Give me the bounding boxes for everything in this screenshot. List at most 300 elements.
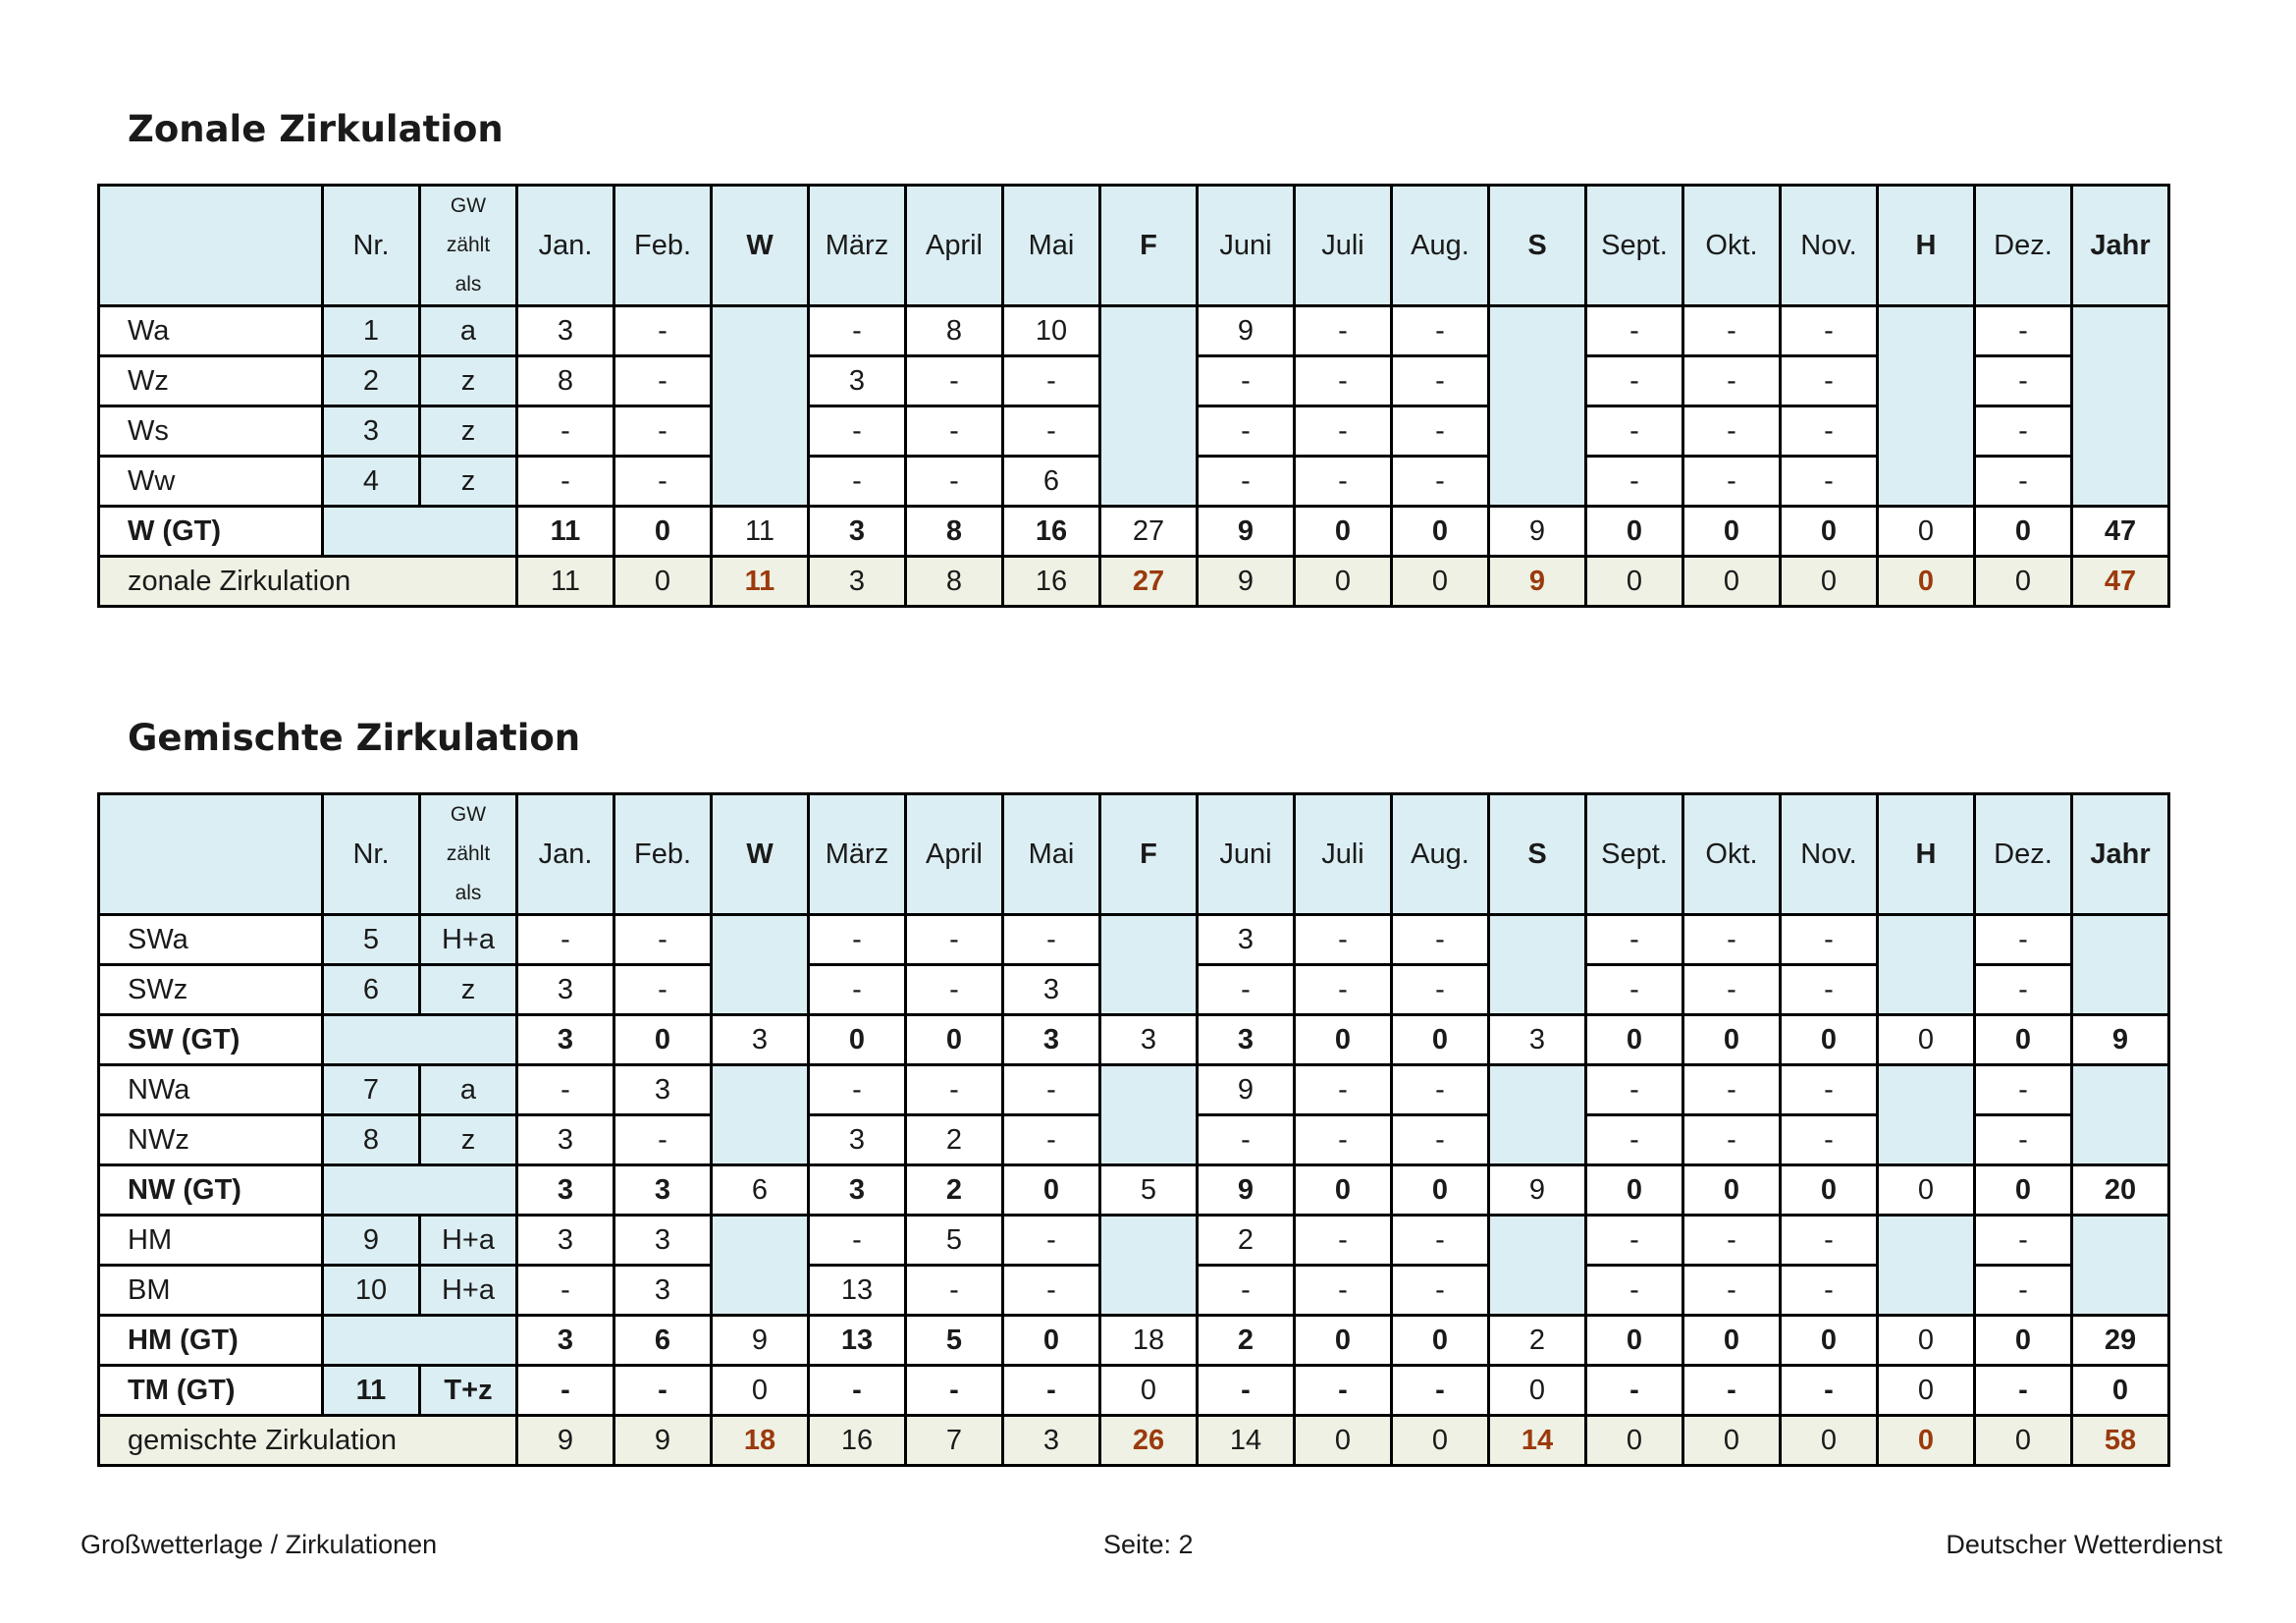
header-col: April bbox=[906, 186, 1003, 306]
season-blank-cell bbox=[712, 306, 809, 507]
season-cell: 11 bbox=[712, 507, 809, 557]
month-cell: - bbox=[1295, 306, 1392, 356]
season-blank-cell bbox=[2072, 306, 2169, 507]
header-col: Okt. bbox=[1683, 186, 1781, 306]
month-cell: - bbox=[1003, 1216, 1100, 1266]
month-cell: 0 bbox=[1683, 557, 1781, 607]
month-cell: - bbox=[906, 457, 1003, 507]
header-gw-line: zählt bbox=[446, 842, 491, 865]
month-cell: 0 bbox=[1586, 1165, 1683, 1216]
month-cell: - bbox=[517, 1266, 614, 1316]
season-cell: 11 bbox=[712, 557, 809, 607]
month-cell: - bbox=[1683, 1065, 1781, 1115]
month-cell: 0 bbox=[1975, 557, 2072, 607]
month-cell: - bbox=[1975, 1216, 2072, 1266]
month-cell: - bbox=[1003, 1115, 1100, 1165]
season-cell: 0 bbox=[712, 1366, 809, 1416]
year-cell: 47 bbox=[2072, 557, 2169, 607]
month-cell: 3 bbox=[1003, 965, 1100, 1015]
month-cell: - bbox=[1586, 1366, 1683, 1416]
month-cell: - bbox=[1781, 1366, 1878, 1416]
row-label: BM bbox=[99, 1266, 323, 1316]
month-cell: 3 bbox=[517, 306, 614, 356]
month-cell: 0 bbox=[1586, 1015, 1683, 1065]
row-nr: 5 bbox=[323, 915, 420, 965]
season-cell: 0 bbox=[1878, 507, 1975, 557]
season-blank-cell bbox=[1878, 1216, 1975, 1316]
month-cell: - bbox=[1586, 1266, 1683, 1316]
header-nr: Nr. bbox=[323, 794, 420, 915]
month-cell: - bbox=[1781, 1216, 1878, 1266]
season-cell: 0 bbox=[1489, 1366, 1586, 1416]
row-nr: 6 bbox=[323, 965, 420, 1015]
month-cell: 0 bbox=[1586, 1316, 1683, 1366]
month-cell: 16 bbox=[1003, 507, 1100, 557]
month-cell: 0 bbox=[1781, 1015, 1878, 1065]
month-cell: 9 bbox=[614, 1416, 712, 1466]
month-cell: - bbox=[517, 1366, 614, 1416]
month-cell: - bbox=[1683, 1115, 1781, 1165]
header-gw-line: GW bbox=[450, 194, 487, 217]
header-gw-line: GW bbox=[450, 803, 487, 826]
season-blank-cell bbox=[1100, 915, 1198, 1015]
header-nr: Nr. bbox=[323, 186, 420, 306]
month-cell: 9 bbox=[517, 1416, 614, 1466]
month-cell: 0 bbox=[1683, 1165, 1781, 1216]
month-cell: - bbox=[1781, 965, 1878, 1015]
month-cell: - bbox=[614, 1366, 712, 1416]
month-cell: - bbox=[1683, 965, 1781, 1015]
month-cell: - bbox=[1003, 1266, 1100, 1316]
table-row bbox=[99, 915, 2296, 965]
month-cell: 2 bbox=[1198, 1216, 1295, 1266]
month-cell: 0 bbox=[1586, 507, 1683, 557]
season-cell: 9 bbox=[1489, 1165, 1586, 1216]
month-cell: 13 bbox=[809, 1266, 906, 1316]
season-cell: 6 bbox=[712, 1165, 809, 1216]
row-nr: 8 bbox=[323, 1115, 420, 1165]
footer-left: Großwetterlage / Zirkulationen bbox=[80, 1530, 438, 1559]
row-gw: z bbox=[420, 965, 517, 1015]
row-nr: 10 bbox=[323, 1266, 420, 1316]
season-blank-cell bbox=[1489, 915, 1586, 1015]
header-col: Nov. bbox=[1781, 186, 1878, 306]
month-cell: 3 bbox=[1198, 915, 1295, 965]
header-col: Mai bbox=[1003, 794, 1100, 915]
month-cell: - bbox=[1198, 457, 1295, 507]
month-cell: 0 bbox=[1392, 1416, 1489, 1466]
month-cell: - bbox=[1781, 1266, 1878, 1316]
month-cell: - bbox=[1295, 1065, 1392, 1115]
month-cell: - bbox=[1683, 457, 1781, 507]
row-nr-blank bbox=[323, 1316, 517, 1366]
month-cell: 0 bbox=[1392, 1316, 1489, 1366]
month-cell: - bbox=[1683, 1216, 1781, 1266]
month-cell: - bbox=[1295, 1216, 1392, 1266]
month-cell: - bbox=[517, 406, 614, 457]
header-col: W bbox=[712, 794, 809, 915]
month-cell: - bbox=[906, 406, 1003, 457]
month-cell: 0 bbox=[1003, 1316, 1100, 1366]
month-cell: - bbox=[906, 1366, 1003, 1416]
header-gw-zaehlt-als bbox=[420, 794, 517, 915]
header-col: April bbox=[906, 794, 1003, 915]
month-cell: - bbox=[1781, 356, 1878, 406]
circulation-sum-row bbox=[99, 1416, 2296, 1466]
row-gw: T+z bbox=[420, 1366, 517, 1416]
month-cell: 0 bbox=[1295, 1015, 1392, 1065]
month-cell: - bbox=[614, 306, 712, 356]
circulation-sum-row bbox=[99, 557, 2296, 607]
month-cell: - bbox=[1781, 406, 1878, 457]
month-cell: - bbox=[1975, 965, 2072, 1015]
season-blank-cell bbox=[1100, 306, 1198, 507]
month-cell: 9 bbox=[1198, 557, 1295, 607]
row-gw: a bbox=[420, 306, 517, 356]
month-cell: - bbox=[1295, 965, 1392, 1015]
month-cell: 3 bbox=[809, 356, 906, 406]
month-cell: 3 bbox=[517, 1115, 614, 1165]
season-blank-cell bbox=[1878, 1065, 1975, 1165]
month-cell: - bbox=[809, 1366, 906, 1416]
season-blank-cell bbox=[2072, 915, 2169, 1015]
month-cell: - bbox=[517, 1065, 614, 1115]
season-cell: 9 bbox=[712, 1316, 809, 1366]
header-col: H bbox=[1878, 186, 1975, 306]
row-label: SWz bbox=[99, 965, 323, 1015]
header-col: W bbox=[712, 186, 809, 306]
header-gw-line: zählt bbox=[446, 234, 491, 256]
month-cell: 0 bbox=[906, 1015, 1003, 1065]
season-blank-cell bbox=[1489, 306, 1586, 507]
header-col: F bbox=[1100, 186, 1198, 306]
month-cell: 3 bbox=[809, 557, 906, 607]
month-cell: 0 bbox=[1683, 1416, 1781, 1466]
month-cell: - bbox=[1198, 1366, 1295, 1416]
month-cell: 9 bbox=[1198, 306, 1295, 356]
month-cell: 3 bbox=[1198, 1015, 1295, 1065]
month-cell: 3 bbox=[614, 1266, 712, 1316]
month-cell: 0 bbox=[1295, 1316, 1392, 1366]
season-cell: 0 bbox=[1878, 1416, 1975, 1466]
month-cell: - bbox=[1003, 1366, 1100, 1416]
month-cell: 3 bbox=[809, 1115, 906, 1165]
season-cell: 26 bbox=[1100, 1416, 1198, 1466]
month-cell: 9 bbox=[1198, 507, 1295, 557]
row-label: gemischte Zirkulation bbox=[99, 1416, 517, 1466]
zonal-table bbox=[97, 184, 2296, 608]
month-cell: 3 bbox=[614, 1216, 712, 1266]
month-cell: - bbox=[1392, 406, 1489, 457]
month-cell: 0 bbox=[1781, 1165, 1878, 1216]
header-col: Okt. bbox=[1683, 794, 1781, 915]
month-cell: - bbox=[1392, 1266, 1489, 1316]
season-cell: 2 bbox=[1489, 1316, 1586, 1366]
month-cell: - bbox=[906, 1065, 1003, 1115]
month-cell: - bbox=[1586, 965, 1683, 1015]
row-gw: H+a bbox=[420, 915, 517, 965]
header-col: Juni bbox=[1198, 186, 1295, 306]
row-gw: H+a bbox=[420, 1266, 517, 1316]
month-cell: - bbox=[1975, 1266, 2072, 1316]
group-total-row bbox=[99, 1015, 2296, 1065]
header-col: Jan. bbox=[517, 794, 614, 915]
month-cell: 2 bbox=[1198, 1316, 1295, 1366]
row-gw: H+a bbox=[420, 1216, 517, 1266]
month-cell: - bbox=[1586, 457, 1683, 507]
month-cell: - bbox=[1586, 406, 1683, 457]
season-cell: 27 bbox=[1100, 507, 1198, 557]
month-cell: - bbox=[1586, 915, 1683, 965]
header-col: Sept. bbox=[1586, 186, 1683, 306]
row-label: NWz bbox=[99, 1115, 323, 1165]
month-cell: 5 bbox=[906, 1316, 1003, 1366]
header-col: Aug. bbox=[1392, 794, 1489, 915]
header-row bbox=[99, 186, 2296, 306]
month-cell: 0 bbox=[1295, 1416, 1392, 1466]
month-cell: - bbox=[1392, 1216, 1489, 1266]
month-cell: - bbox=[1392, 1065, 1489, 1115]
season-cell: 0 bbox=[1878, 1165, 1975, 1216]
header-col: Feb. bbox=[614, 186, 712, 306]
header-col: Mai bbox=[1003, 186, 1100, 306]
month-cell: - bbox=[1392, 965, 1489, 1015]
season-cell: 0 bbox=[1878, 1015, 1975, 1065]
header-col: Juli bbox=[1295, 186, 1392, 306]
month-cell: - bbox=[1003, 1065, 1100, 1115]
header-col: H bbox=[1878, 794, 1975, 915]
month-cell: 9 bbox=[1198, 1165, 1295, 1216]
month-cell: - bbox=[1975, 406, 2072, 457]
month-cell: - bbox=[1003, 356, 1100, 406]
month-cell: - bbox=[1781, 1115, 1878, 1165]
row-nr: 1 bbox=[323, 306, 420, 356]
header-col: F bbox=[1100, 794, 1198, 915]
month-cell: 3 bbox=[614, 1065, 712, 1115]
header-col: März bbox=[809, 794, 906, 915]
month-cell: - bbox=[1392, 356, 1489, 406]
mixed-table bbox=[97, 792, 2296, 1467]
month-cell: - bbox=[1295, 1366, 1392, 1416]
season-cell: 0 bbox=[1878, 1366, 1975, 1416]
month-cell: - bbox=[614, 915, 712, 965]
month-cell: - bbox=[1295, 1266, 1392, 1316]
month-cell: 0 bbox=[809, 1015, 906, 1065]
month-cell: - bbox=[809, 306, 906, 356]
month-cell: - bbox=[1198, 356, 1295, 406]
month-cell: 14 bbox=[1198, 1416, 1295, 1466]
header-col: Dez. bbox=[1975, 186, 2072, 306]
month-cell: 3 bbox=[614, 1165, 712, 1216]
row-label: Ws bbox=[99, 406, 323, 457]
month-cell: - bbox=[1198, 406, 1295, 457]
month-cell: - bbox=[809, 915, 906, 965]
row-gw: z bbox=[420, 356, 517, 406]
month-cell: - bbox=[906, 965, 1003, 1015]
month-cell: - bbox=[1295, 457, 1392, 507]
season-blank-cell bbox=[712, 1216, 809, 1316]
month-cell: - bbox=[517, 457, 614, 507]
month-cell: 8 bbox=[906, 557, 1003, 607]
month-cell: 0 bbox=[1683, 1015, 1781, 1065]
row-label: TM (GT) bbox=[99, 1366, 323, 1416]
month-cell: 0 bbox=[1683, 507, 1781, 557]
month-cell: - bbox=[1003, 915, 1100, 965]
year-cell: 58 bbox=[2072, 1416, 2169, 1466]
row-label: SW (GT) bbox=[99, 1015, 323, 1065]
month-cell: 0 bbox=[1586, 1416, 1683, 1466]
footer-right: Deutscher Wetterdienst bbox=[1946, 1530, 2222, 1559]
season-blank-cell bbox=[1100, 1216, 1198, 1316]
month-cell: 0 bbox=[1392, 1015, 1489, 1065]
row-gw: z bbox=[420, 1115, 517, 1165]
month-cell: - bbox=[906, 356, 1003, 406]
month-cell: 0 bbox=[1392, 507, 1489, 557]
row-nr: 7 bbox=[323, 1065, 420, 1115]
month-cell: 7 bbox=[906, 1416, 1003, 1466]
month-cell: 3 bbox=[1003, 1015, 1100, 1065]
month-cell: - bbox=[1781, 457, 1878, 507]
season-blank-cell bbox=[712, 1065, 809, 1165]
row-label: Wa bbox=[99, 306, 323, 356]
month-cell: - bbox=[1586, 1216, 1683, 1266]
footer-page: Seite: 2 bbox=[1103, 1530, 1194, 1559]
month-cell: 3 bbox=[517, 965, 614, 1015]
month-cell: 6 bbox=[1003, 457, 1100, 507]
season-cell: 0 bbox=[1878, 1316, 1975, 1366]
month-cell: - bbox=[1975, 457, 2072, 507]
header-col: März bbox=[809, 186, 906, 306]
season-blank-cell bbox=[1878, 306, 1975, 507]
month-cell: - bbox=[1392, 306, 1489, 356]
header-col: Jan. bbox=[517, 186, 614, 306]
month-cell: - bbox=[1975, 1366, 2072, 1416]
month-cell: 13 bbox=[809, 1316, 906, 1366]
month-cell: 8 bbox=[517, 356, 614, 406]
group-total-row bbox=[99, 1316, 2296, 1366]
month-cell: 3 bbox=[517, 1015, 614, 1065]
month-cell: - bbox=[614, 356, 712, 406]
month-cell: 3 bbox=[517, 1165, 614, 1216]
month-cell: - bbox=[1586, 1115, 1683, 1165]
row-label: Wz bbox=[99, 356, 323, 406]
month-cell: - bbox=[1295, 1115, 1392, 1165]
month-cell: - bbox=[1683, 406, 1781, 457]
section-title-zonal: Zonale Zirkulation bbox=[128, 108, 504, 150]
month-cell: - bbox=[809, 1216, 906, 1266]
season-blank-cell bbox=[2072, 1216, 2169, 1316]
year-cell: 47 bbox=[2072, 507, 2169, 557]
year-cell: 20 bbox=[2072, 1165, 2169, 1216]
season-blank-cell bbox=[1878, 915, 1975, 1015]
season-cell: 14 bbox=[1489, 1416, 1586, 1466]
month-cell: 0 bbox=[1295, 507, 1392, 557]
row-nr-blank bbox=[323, 507, 517, 557]
month-cell: - bbox=[1295, 406, 1392, 457]
month-cell: 5 bbox=[906, 1216, 1003, 1266]
row-gw: a bbox=[420, 1065, 517, 1115]
header-col: S bbox=[1489, 794, 1586, 915]
month-cell: 0 bbox=[614, 1015, 712, 1065]
row-label: zonale Zirkulation bbox=[99, 557, 517, 607]
table-row bbox=[99, 1216, 2296, 1266]
header-col: Nov. bbox=[1781, 794, 1878, 915]
row-label: HM (GT) bbox=[99, 1316, 323, 1366]
month-cell: - bbox=[1198, 1266, 1295, 1316]
year-cell: 0 bbox=[2072, 1366, 2169, 1416]
month-cell: 11 bbox=[517, 557, 614, 607]
month-cell: - bbox=[1586, 306, 1683, 356]
month-cell: - bbox=[614, 965, 712, 1015]
month-cell: 2 bbox=[906, 1115, 1003, 1165]
month-cell: - bbox=[1392, 1115, 1489, 1165]
season-blank-cell bbox=[1489, 1216, 1586, 1316]
table-row bbox=[99, 1065, 2296, 1115]
month-cell: - bbox=[1198, 965, 1295, 1015]
row-nr: 3 bbox=[323, 406, 420, 457]
month-cell: 0 bbox=[1975, 507, 2072, 557]
month-cell: 8 bbox=[906, 507, 1003, 557]
month-cell: - bbox=[1683, 1266, 1781, 1316]
row-label: NWa bbox=[99, 1065, 323, 1115]
month-cell: - bbox=[1392, 1366, 1489, 1416]
month-cell: 0 bbox=[614, 557, 712, 607]
season-cell: 0 bbox=[1100, 1366, 1198, 1416]
table-row bbox=[99, 306, 2296, 356]
season-cell: 3 bbox=[712, 1015, 809, 1065]
month-cell: 0 bbox=[614, 507, 712, 557]
row-nr: 4 bbox=[323, 457, 420, 507]
month-cell: 8 bbox=[906, 306, 1003, 356]
row-nr: 2 bbox=[323, 356, 420, 406]
row-nr-blank bbox=[323, 1015, 517, 1065]
row-nr: 9 bbox=[323, 1216, 420, 1266]
season-cell: 3 bbox=[1100, 1015, 1198, 1065]
row-nr-blank bbox=[323, 1165, 517, 1216]
month-cell: 10 bbox=[1003, 306, 1100, 356]
month-cell: 0 bbox=[1683, 1316, 1781, 1366]
month-cell: 3 bbox=[517, 1316, 614, 1366]
month-cell: - bbox=[1781, 1065, 1878, 1115]
month-cell: - bbox=[1392, 457, 1489, 507]
header-col: Aug. bbox=[1392, 186, 1489, 306]
header-col: Sept. bbox=[1586, 794, 1683, 915]
season-cell: 18 bbox=[712, 1416, 809, 1466]
month-cell: 0 bbox=[1781, 1416, 1878, 1466]
header-gw-line: als bbox=[454, 882, 482, 904]
row-label: SWa bbox=[99, 915, 323, 965]
month-cell: - bbox=[809, 406, 906, 457]
season-cell: 5 bbox=[1100, 1165, 1198, 1216]
header-col: Feb. bbox=[614, 794, 712, 915]
month-cell: 3 bbox=[809, 507, 906, 557]
month-cell: 0 bbox=[1295, 557, 1392, 607]
month-cell: - bbox=[1586, 356, 1683, 406]
season-cell: 27 bbox=[1100, 557, 1198, 607]
section-title-mixed: Gemischte Zirkulation bbox=[128, 717, 581, 759]
month-cell: - bbox=[906, 1266, 1003, 1316]
season-cell: 18 bbox=[1100, 1316, 1198, 1366]
month-cell: 0 bbox=[1781, 1316, 1878, 1366]
header-col: S bbox=[1489, 186, 1586, 306]
month-cell: 16 bbox=[809, 1416, 906, 1466]
month-cell: - bbox=[614, 1115, 712, 1165]
month-cell: 2 bbox=[906, 1165, 1003, 1216]
month-cell: - bbox=[1975, 915, 2072, 965]
month-cell: 0 bbox=[1781, 557, 1878, 607]
month-cell: 0 bbox=[1975, 1015, 2072, 1065]
month-cell: - bbox=[517, 915, 614, 965]
